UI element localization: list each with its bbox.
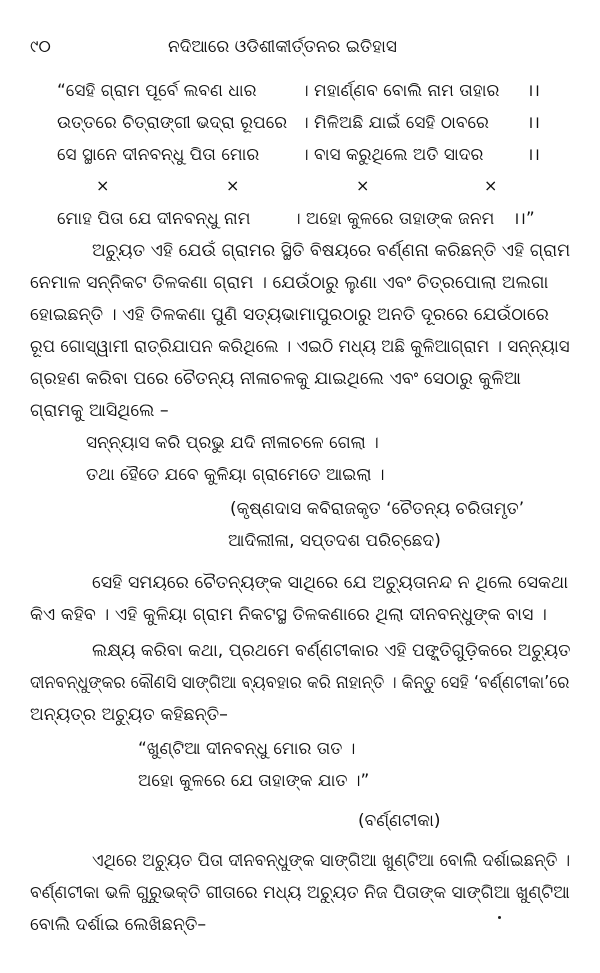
- verse-half: । ମହାର୍ଣ୍ଣବ ବୋଲି ନାମ ତାହାର: [301, 81, 500, 101]
- verse-end-mark: ।।”: [513, 209, 535, 229]
- separator-mark: ×: [226, 176, 240, 195]
- verse-end-mark: ।।: [527, 81, 540, 101]
- paragraph-line: ଗ୍ରହଣ କରିବା ପରେ ଚୈତନ୍ୟ ନୀଳାଚଳକୁ ଯାଇଥିଲେ ଏବଂ ସେଠାରୁ କୁଳିଆ: [30, 369, 521, 389]
- verse-half: ଉତ୍ତରେ ଚିତ୍ରାଙ୍ଗୀ ଭଦ୍ରା ରୂପରେ: [57, 113, 288, 133]
- verse-half: ସେ ସ୍ଥାନେ ଦୀନବନ୍ଧୁ ପିତା ମୋର: [57, 145, 260, 165]
- verse-half: ମୋହ ପିତା ଯେ ଦୀନବନ୍ଧୁ ନାମ: [57, 209, 251, 229]
- verse-line: ଅହୋ କୁଳରେ ଯେ ତାହାଙ୍କ ଯାତ ।”: [138, 771, 370, 791]
- paragraph-line: ରୂପ ଗୋସ୍ୱାମୀ ରାତ୍ରିଯାପନ କରିଥିଲେ । ଏଇଠି ମଧ୍ୟ ଅଛି କୁଳିଆଗ୍ରାମ । ସନ୍ନ୍ୟାସ: [30, 337, 570, 357]
- paragraph-line: ନେମାଳ ସନ୍ନିକଟ ତିଳକଣା ଗ୍ରାମ । ଯେଉଁଠାରୁ ଲୁଣା ଏବଂ ଚିତ୍ରପୋଲା ଅଲଗା: [30, 273, 549, 293]
- paragraph-line: ହୋଇଛନ୍ତି । ଏହି ତିଳକଣା ପୁଣି ସତ୍ୟଭାମାପୁରଠାରୁ ଅନତି ଦୂରରେ ଯେଉଁଠାରେ: [30, 305, 549, 325]
- verse-line: ତଥା ହୈତେ ଯବେ କୁଳିୟା ଗ୍ରାମେତେ ଆଇଲା ।: [86, 465, 385, 485]
- separator-mark: ×: [96, 176, 110, 195]
- paragraph-line: ଅଚ୍ୟୁତ ଏହି ଯେଉଁ ଗ୍ରାମର ସ୍ଥିତି ବିଷୟରେ ବର୍ଣ୍ଣନା କରିଛନ୍ତି ଏହି ଗ୍ରାମ: [92, 241, 571, 261]
- paragraph-line: ବର୍ଣ୍ଣଟୀକା ଭଳି ଗୁରୁଭକ୍ତି ଗୀତାରେ ମଧ୍ୟ ଅଚ୍ୟୁତ ନିଜ ପିତାଙ୍କ ସାଙ୍ଗିଆ ଖୁଣ୍ଟିଆ: [30, 883, 570, 903]
- paragraph-line: ଲକ୍ଷ୍ୟ କରିବା କଥା, ପ୍ରଥମେ ବର୍ଣ୍ଣଟୀକାର ଏହି ପଙ୍କ୍ତିଗୁଡ଼ିକରେ ଅଚ୍ୟୁତ: [92, 641, 571, 661]
- verse-half: । ମିଳିଅଛି ଯାଇଁ ସେହି ଠାବରେ: [301, 113, 489, 133]
- verse-line: ସନ୍ନ୍ୟାସ କରି ପ୍ରଭୁ ଯଦି ନୀଳାଚଳେ ଗେଲା ।: [86, 433, 379, 453]
- separator-mark: ×: [484, 176, 498, 195]
- verse-half: । ବାସ କରୁଥିଲେ ଅତି ସାଦର: [301, 145, 484, 165]
- paragraph-line: ଦୀନବନ୍ଧୁଙ୍କର କୌଣସି ସାଙ୍ଗିଆ ବ୍ୟବହାର କରି ନାହାନ୍ତି । କିନ୍ତୁ ସେହି ‘ବର୍ଣ୍ଣଟୀକା’ରେ: [30, 673, 570, 693]
- citation-line: ଆଦିଲୀଳା, ସପ୍ତଦଶ ପରିଚ୍ଛେଦ): [228, 531, 441, 551]
- running-title: ନଦିଆରେ ଓଡିଶୀକୀର୍ତ୍ତନର ଇତିହାସ: [168, 37, 397, 57]
- verse-end-mark: ।।: [527, 145, 540, 165]
- paragraph-line: ଗ୍ରାମକୁ ଆସିଥିଲେ –: [30, 401, 169, 421]
- page-number: ୯୦: [30, 37, 51, 57]
- paragraph-line: ସେହି ସମୟରେ ଚୈତନ୍ୟଙ୍କ ସାଥିରେ ଯେ ଅଚ୍ୟୁତାନନ୍ଦ ନ ଥିଲେ ସେକଥା: [92, 573, 569, 593]
- verse-line: “ଖୁଣ୍ଟିଆ ଦୀନବନ୍ଧୁ ମୋର ତାତ ।: [138, 739, 356, 759]
- verse-half: । ଅହୋ କୁଳରେ ତାହାଙ୍କ ଜନମ: [293, 209, 495, 229]
- verse-end-mark: ।।: [527, 113, 540, 133]
- ink-speck: [498, 916, 501, 919]
- citation: (ବର୍ଣ୍ଣଟୀକା): [358, 811, 441, 831]
- citation-line: (କୃଷ୍ଣଦାସ କବିରାଜକୃତ ‘ଚୈତନ୍ୟ ଚରିତାମୃତ’: [230, 499, 525, 519]
- paragraph-line: ଏଥିରେ ଅଚ୍ୟୁତ ପିତା ଦୀନବନ୍ଧୁଙ୍କ ସାଙ୍ଗିଆ ଖୁଣ୍ଟିଆ ବୋଲି ଦର୍ଶାଇଛନ୍ତି ।: [92, 851, 571, 871]
- verse-half: “ସେହି ଗ୍ରାମ ପୂର୍ବେ ଲବଣ ଧାର: [57, 81, 257, 101]
- paragraph-line: କିଏ କହିବ । ଏହି କୁଳିୟା ଗ୍ରାମ ନିକଟସ୍ଥ ତିଳକଣାରେ ଥିଲା ଦୀନବନ୍ଧୁଙ୍କ ବାସ ।: [30, 605, 547, 625]
- paragraph-line: ଅନ୍ୟତ୍ର ଅଚ୍ୟୁତ କହିଛନ୍ତି–: [30, 705, 228, 725]
- paragraph-line: ବୋଲି ଦର୍ଶାଇ ଲେଖିଛନ୍ତି–: [30, 915, 207, 935]
- separator-mark: ×: [356, 176, 370, 195]
